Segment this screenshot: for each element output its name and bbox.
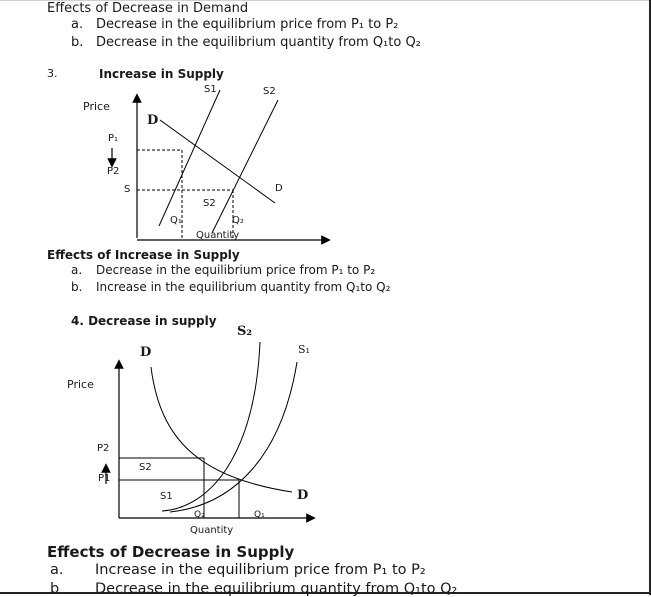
section3-title: Increase in Supply [99,67,224,81]
fig3-d-label-right: D [275,183,283,194]
fig4-q2-label: Q₂ [194,510,205,520]
section3-item-b-marker: b. [71,280,83,294]
fig3-p2-label: P2 [107,166,120,177]
fig3-d-label-top: D [147,113,159,128]
fig4-price-label: Price [67,378,94,391]
demand-item-b-text: Decrease in the equilibrium quantity from Q₁to Q₂ [96,35,421,50]
section3-item-a-text: Decrease in the equilibrium price from P₁ to P₂ [96,263,376,277]
fig4-s2-curve [162,342,260,511]
fig4-s1-label: S₁ [298,343,310,356]
section4-item-a-marker: a. [50,562,64,578]
fig4-s1-inner-label: S1 [160,491,173,502]
fig4-p2-label: P2 [97,443,110,454]
fig3-price-label: Price [83,100,110,113]
fig3-s-axis-label: S [124,184,131,195]
section3-effects-title: Effects of Increase in Supply [47,248,240,262]
section3-item-b-text: Increase in the equilibrium quantity from Q₁to Q₂ [96,280,391,294]
fig4-d-label-right: D [297,488,309,503]
fig4-p1-label: P1 [98,473,111,484]
fig4-quantity-label: Quantity [190,525,234,536]
section4-effects-title: Effects of Decrease in Supply [47,543,295,561]
fig3-s2-label-top: S2 [263,86,276,97]
fig4-demand-curve [151,367,292,492]
section3-item-a-marker: a. [71,263,83,277]
fig4-d-label-top: D [140,345,152,360]
section4-item-a-text: Increase in the equilibrium price from P₁ to P₂ [95,562,426,578]
fig4-s2-inner-label: S2 [139,462,152,473]
fig3-quantity-label: Quantity [196,230,240,241]
demand-item-a-marker: a. [71,17,84,32]
section3-number: 3. [47,67,58,80]
fig4-s2-label: S₂ [237,324,253,339]
section4-item-b-marker: b [50,581,60,597]
fig3-s1-label: S1 [204,84,217,95]
fig3-q1-label: Q₁ [170,215,182,226]
demand-item-b-marker: b. [71,35,84,50]
demand-effects-title: Effects of Decrease in Demand [47,1,249,16]
fig3-q2-label: Q₂ [232,215,244,226]
fig3-s2-label-mid: S2 [203,198,216,209]
fig4-q1-label: Q₁ [254,510,265,520]
section4-title: 4. Decrease in supply [71,314,217,328]
demand-item-a-text: Decrease in the equilibrium price from P₁ to P₂ [96,17,399,32]
fig3-p1-label: P₁ [108,133,119,144]
section4-item-b-text: Decrease in the equilibrium quantity from Q₁to Q₂ [95,581,458,597]
